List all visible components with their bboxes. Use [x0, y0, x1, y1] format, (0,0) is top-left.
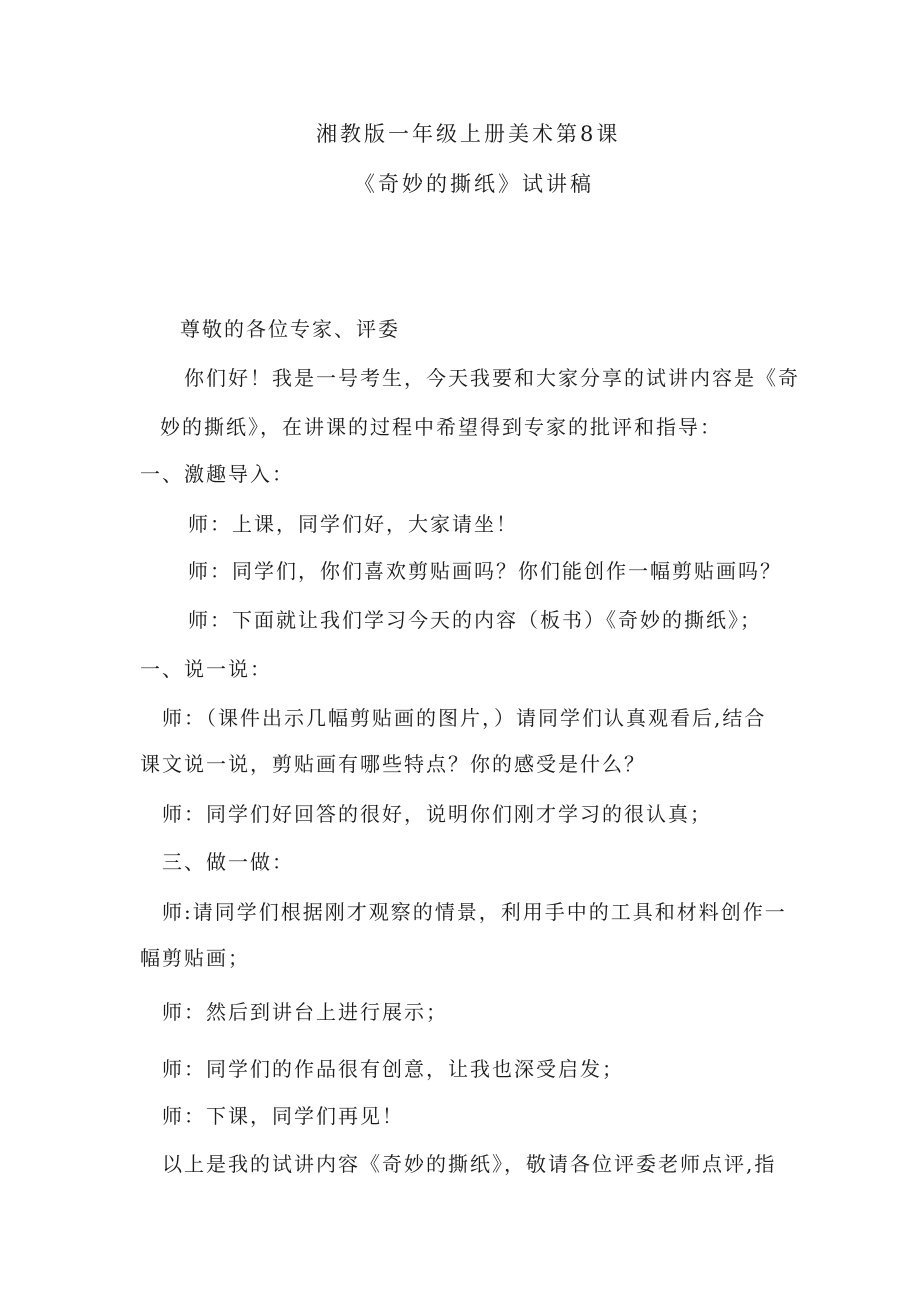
section-heading-2: 一、说一说：	[140, 657, 272, 681]
paragraph-line: 课文说一说，剪贴画有哪些特点？你的感受是什么？	[140, 752, 646, 776]
paragraph-line: 师：下面就让我们学习今天的内容（板书）《奇妙的撕纸》；	[188, 608, 762, 632]
paragraph-line: 师：下课，同学们再见！	[162, 1104, 404, 1128]
paragraph-line: 师：同学们好回答的很好，说明你们刚才学习的很认真；	[162, 802, 712, 826]
document-title: 湘教版一年级上册美术第8课	[316, 122, 621, 146]
greeting-line: 尊敬的各位专家、评委	[180, 317, 400, 341]
paragraph-line: 幅剪贴画；	[140, 946, 250, 970]
paragraph-line: 师：（课件出示几幅剪贴画的图片，）请同学们认真观看后,结合	[162, 706, 767, 730]
closing-line: 以上是我的试讲内容《奇妙的撕纸》，敬请各位评委老师点评,指	[162, 1152, 777, 1176]
section-heading-3: 三、做一做：	[162, 850, 294, 874]
paragraph-line: 师：同学们的作品很有创意，让我也深受启发；	[162, 1057, 624, 1081]
paragraph-line: 师：上课，同学们好，大家请坐！	[188, 512, 518, 536]
paragraph-line: 师：然后到讲台上进行展示；	[162, 1000, 448, 1024]
document-subtitle: 《奇妙的撕纸》试讲稿	[354, 172, 594, 196]
intro-line-1: 你们好！我是一号考生，今天我要和大家分享的试讲内容是《奇	[184, 366, 800, 390]
section-heading-1: 一、激趣导入：	[140, 462, 294, 486]
paragraph-line: 师：同学们，你们喜欢剪贴画吗？你们能创作一幅剪贴画吗？	[188, 559, 782, 583]
intro-line-2: 妙的撕纸》，在讲课的过程中希望得到专家的批评和指导：	[160, 415, 722, 439]
paragraph-line: 师:请同学们根据刚才观察的情景，利用手中的工具和材料创作一	[162, 900, 787, 924]
